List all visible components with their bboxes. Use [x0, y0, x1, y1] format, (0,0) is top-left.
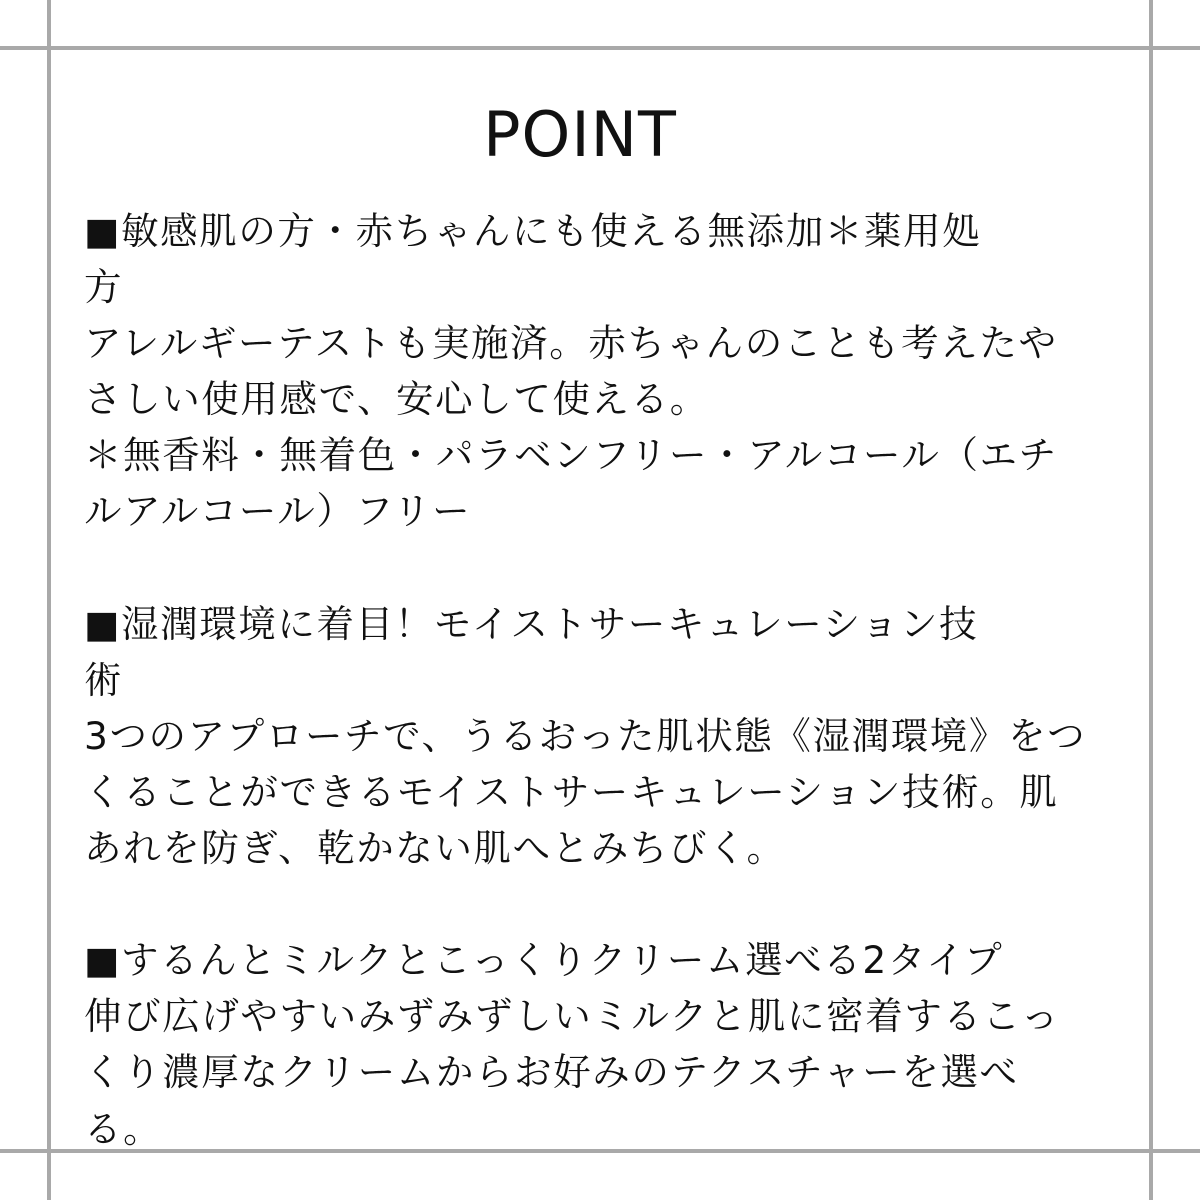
point-section-moist-circulation	[84, 596, 1094, 876]
section-spacer	[84, 876, 1094, 932]
section-heading-line: 術	[84, 657, 124, 702]
section-heading-line: ■するんとミルクとこっくりクリーム選べる2タイプ	[84, 938, 1004, 983]
section-body-line: ＊無香料・無着色・パラベンフリー・アルコール（エチ	[84, 433, 1058, 478]
section-body-line: アレルギーテストも実施済。赤ちゃんのことも考えたや	[84, 321, 1058, 366]
point-section-additive-free	[84, 203, 1094, 540]
section-body-line: あれを防ぎ、乾かない肌へとみちびく。	[84, 826, 786, 871]
section-heading-line: 方	[84, 265, 124, 310]
section-body-line: 伸び広げやすいみずみずしいミルクと肌に密着するこっ	[84, 994, 1060, 1039]
section-heading-line: ■湿潤環境に着目！モイストサーキュレーション技	[84, 601, 979, 646]
page-title: POINT	[483, 98, 677, 171]
section-heading-line: ■敏感肌の方・赤ちゃんにも使える無添加＊薬用処	[84, 209, 982, 253]
section-body-line: くることができるモイストサーキュレーション技術。肌	[84, 769, 1059, 814]
grid-line-right	[1149, 0, 1153, 1200]
point-content	[84, 203, 1094, 1157]
section-body-line: ルアルコール）フリー	[84, 489, 472, 534]
section-body-line: 3つのアプローチで、うるおった肌状態《湿潤環境》をつ	[84, 713, 1087, 758]
section-spacer	[84, 540, 1094, 596]
grid-line-left	[47, 0, 51, 1200]
section-body-line: くり濃厚なクリームからお好みのテクスチャーを選べ	[84, 1050, 1019, 1095]
point-section-two-types	[84, 932, 1094, 1156]
section-body-line: さしい使用感で、安心して使える。	[84, 377, 709, 422]
grid-line-top	[0, 46, 1200, 50]
section-body-line: る。	[84, 1106, 163, 1151]
